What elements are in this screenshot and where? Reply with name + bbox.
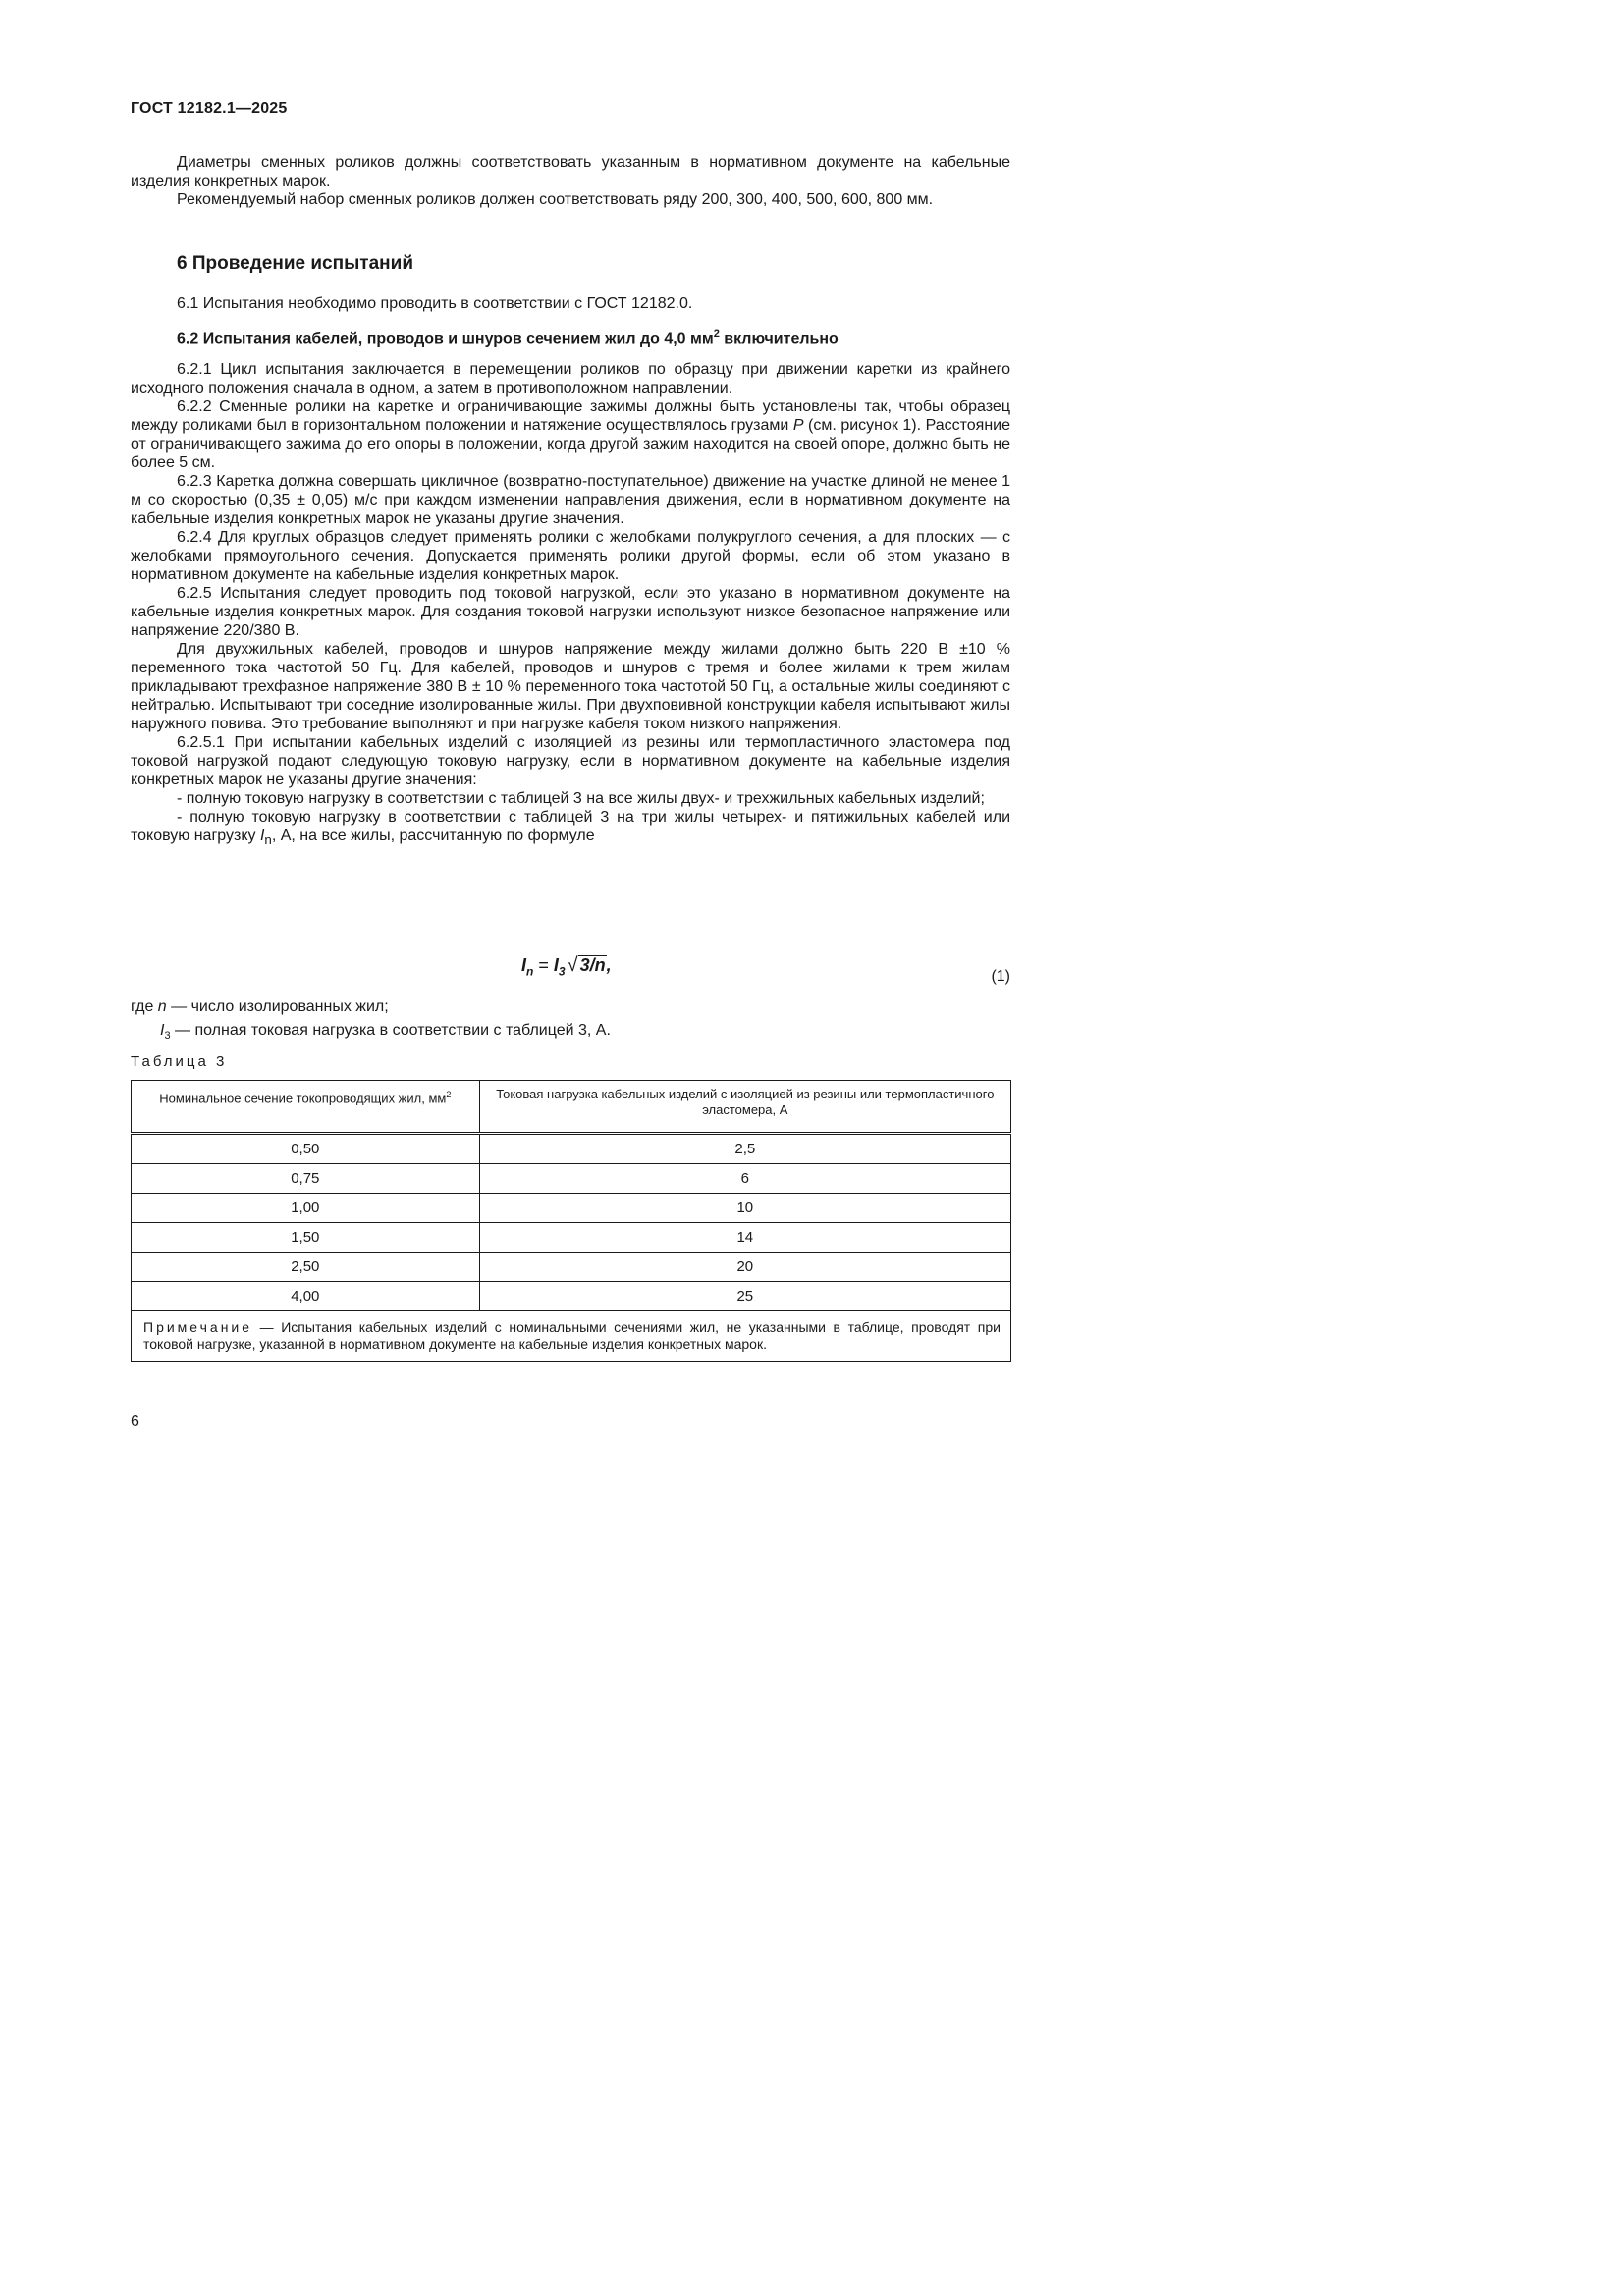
table-cell-load: 14 [479, 1223, 1010, 1253]
legend-where: где [131, 998, 158, 1015]
clause-6-2-5-1: 6.2.5.1 При испытании кабельных изделий с изоляцией из резины или термопластичного эластомера под токовой нагрузкой подают следующую токовую нагрузку, если в нормативном документе на кабельные изделия конкретных марок не указаны другие значения: [131, 734, 1010, 788]
table-cell-section: 1,50 [132, 1223, 480, 1253]
clause-6-2-5-continued: Для двухжильных кабелей, проводов и шнуров напряжение между жилами должно быть 220 В ±10 % переменного тока частотой 50 Гц. Для кабелей, проводов и шнуров с тремя и более жилами к трем жилам прикладывают трехфазное напряжение 380 В ± 10 % переменного тока частотой 50 Гц, а остальные жилы соединяют с нейтралью. Испытывают три соседние изолированные жилы. При двухповивной конструкции кабеля испытывают жилы наружного повива. Это требование выполняют и при нагрузке кабеля током низкого напряжения. [131, 641, 1010, 732]
document-page [0, 0, 1086, 1535]
formula-rhs-sub: 3 [558, 964, 566, 979]
clause-6-2-2-text-b: (см. рисунок 1). Расстояние от ограничивающего зажима до его опоры в положении, когда другой зажим находится на своей опоре, должно быть не более 5 см. [131, 417, 1010, 471]
clause-6-2-4: 6.2.4 Для круглых образцов следует применять ролики с желобками полукруглого сечения, а для плоских — с желобками прямоугольного сечения. Допускается применять ролики другой формы, если об этом указано в нормативном документе на кабельные изделия конкретных марок. [131, 529, 1010, 583]
table-cell-load: 6 [479, 1164, 1010, 1194]
clause-6-2-title-tail: включительно [719, 330, 839, 347]
list-item-2-var: I [259, 828, 265, 844]
clause-6-2-5: 6.2.5 Испытания следует проводить под токовой нагрузкой, если это указано в нормативном документе на кабельные изделия конкретных марок. Для создания токовой нагрузки используют низкое безопасное напряжение или напряжение 220/380 В. [131, 585, 1010, 639]
table-cell-section: 1,00 [132, 1194, 480, 1223]
table-note-label: Примечание [143, 1319, 253, 1335]
clause-6-2-title [177, 328, 839, 347]
clause-6-2-2 [131, 398, 1010, 472]
clauses-block [131, 360, 1010, 849]
clause-6-2-2-var: P [792, 417, 804, 434]
table-cell-load: 25 [479, 1282, 1010, 1311]
intro-block [131, 153, 1010, 209]
table-row [132, 1223, 1011, 1253]
legend-i3-text: — полная токовая нагрузка в соответствии с таблицей 3, А. [170, 1022, 611, 1039]
clause-6-2-2-text-a: 6.2.2 Сменные ролики на каретке и ограничивающие зажимы должны быть установлены так, чтобы образец между роликами был в горизонтальном положении и натяжение осуществлялось грузами [131, 399, 1010, 434]
list-item-2 [131, 808, 1010, 849]
intro-paragraph-2: Рекомендуемый набор сменных роликов должен соответствовать ряду 200, 300, 400, 500, 600, 800 мм. [177, 191, 934, 208]
table-note-row [132, 1311, 1011, 1362]
table-header-col2: Токовая нагрузка кабельных изделий с изоляцией из резины или термопластичного эластомера, А [479, 1081, 1010, 1134]
table-row [132, 1282, 1011, 1311]
table-cell-section: 0,50 [132, 1134, 480, 1164]
legend-var-n: n [157, 998, 167, 1015]
legend-var-i-sub: 3 [164, 1030, 171, 1042]
table-3 [131, 1080, 1011, 1362]
table-cell-load: 10 [479, 1194, 1010, 1223]
clause-6-2-title-text: 6.2 Испытания кабелей, проводов и шнуров сечением жил до 4,0 мм [177, 330, 714, 347]
formula-legend [131, 995, 611, 1047]
intro-paragraph-1: Диаметры сменных роликов должны соответствовать указанным в нормативном документе на кабельные изделия конкретных марок. [131, 154, 1010, 189]
formula [521, 954, 612, 979]
table-header-row [132, 1081, 1011, 1134]
sqrt-icon: √ [567, 954, 578, 976]
list-item-1: - полную токовую нагрузку в соответствии с таблицей 3 на все жилы двух- и трехжильных кабельных изделий; [177, 790, 985, 807]
table-row [132, 1253, 1011, 1282]
legend-n-text: — число изолированных жил; [166, 998, 389, 1015]
clause-6-2-title-sup: 2 [713, 328, 720, 340]
table-header-col1 [132, 1081, 480, 1134]
legend-line-i3 [131, 1019, 611, 1047]
legend-line-n [131, 995, 611, 1019]
list-item-2-text-b: , А, на все жилы, рассчитанную по формуле [271, 828, 595, 844]
table-cell-section: 2,50 [132, 1253, 480, 1282]
document-header: ГОСТ 12182.1—2025 [131, 100, 288, 117]
table-row [132, 1164, 1011, 1194]
table-cell-load: 20 [479, 1253, 1010, 1282]
table-row [132, 1194, 1011, 1223]
formula-lhs-sub: n [526, 964, 534, 979]
table-row [132, 1134, 1011, 1164]
list-item-2-sub: n [264, 832, 272, 848]
clause-6-2-3: 6.2.3 Каретка должна совершать цикличное (возвратно-поступательное) движение на участке длиной не менее 1 м со скоростью (0,35 ± 0,05) м/с при каждом изменении направления движения, если в нормативном документе на кабельные изделия конкретных марок не указаны другие значения. [131, 473, 1010, 527]
page-number: 6 [131, 1414, 139, 1430]
table-header-col1-text: Номинальное сечение токопроводящих жил, мм [159, 1091, 447, 1106]
table-header-col1-sup: 2 [446, 1090, 452, 1099]
formula-number: (1) [991, 968, 1010, 985]
table-cell-load: 2,5 [479, 1134, 1010, 1164]
formula-equals: = [533, 955, 554, 975]
list-item-2-text-a: - полную токовую нагрузку в соответствии с таблицей 3 на три жилы четырех- и пятижильных кабелей или токовую нагрузку [131, 809, 1010, 844]
section-6-title: 6 Проведение испытаний [177, 253, 413, 274]
formula-radicand: 3/n [579, 955, 606, 975]
table-note [132, 1311, 1011, 1362]
table-note-text: — Испытания кабельных изделий с номинальными сечениями жил, не указанными в таблице, проводят при токовой нагрузке, указанной в нормативном документе на кабельные изделия конкретных марок. [143, 1319, 1001, 1352]
clause-6-2-1: 6.2.1 Цикл испытания заключается в перемещении роликов по образцу при движении каретки из крайнего исходного положения сначала в одном, а затем в противоположном направлении. [131, 361, 1010, 397]
clause-6-1-block [131, 294, 1010, 313]
table-cell-section: 4,00 [132, 1282, 480, 1311]
formula-comma: , [606, 955, 612, 975]
formula-rhs: I [553, 955, 559, 975]
formula-lhs: I [521, 955, 527, 975]
table-cell-section: 0,75 [132, 1164, 480, 1194]
formula-row [131, 952, 1010, 991]
legend-var-i: I [160, 1022, 165, 1039]
table-caption: Таблица 3 [131, 1053, 228, 1070]
clause-6-1: 6.1 Испытания необходимо проводить в соответствии с ГОСТ 12182.0. [177, 295, 693, 312]
